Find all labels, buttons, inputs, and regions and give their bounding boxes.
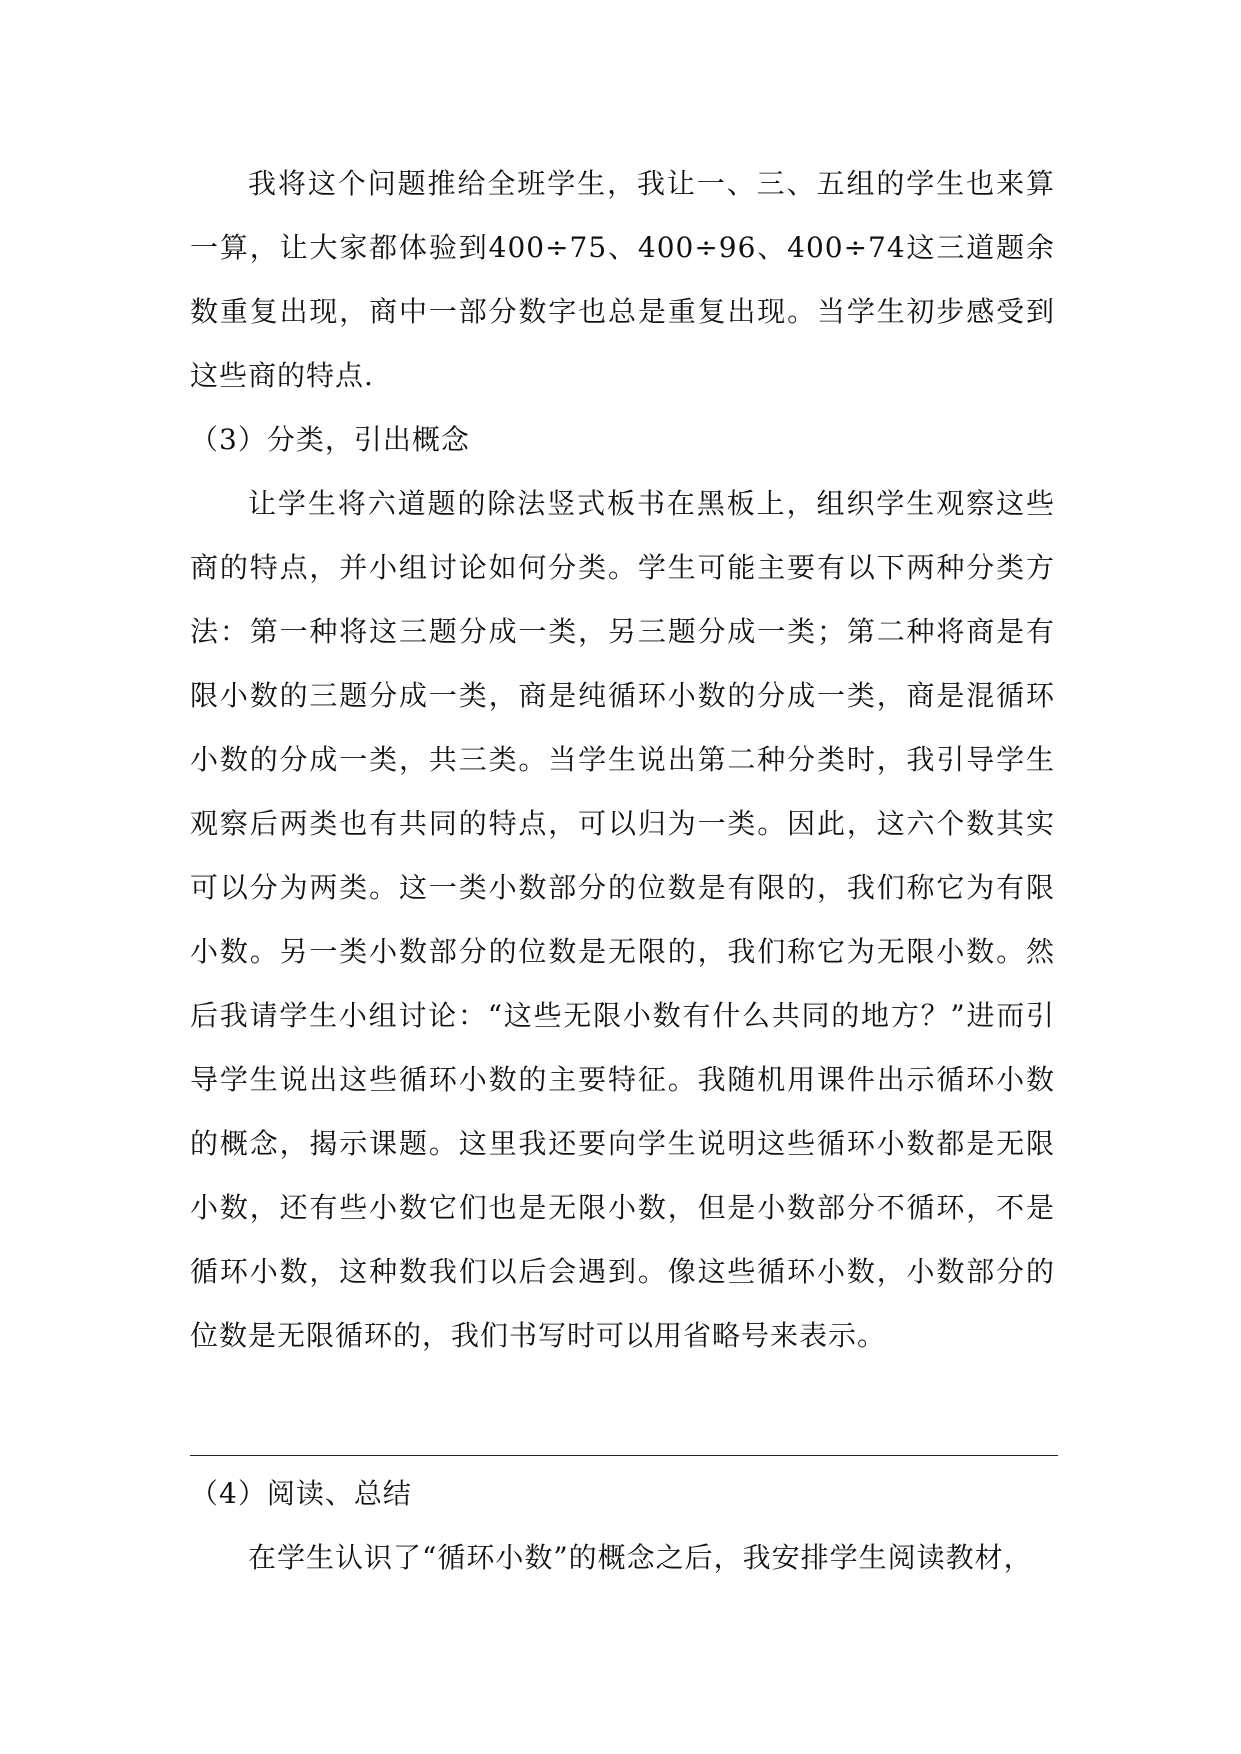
paragraph-reading-textbook: 在学生认识了“循环小数”的概念之后，我安排学生阅读教材， [248, 1541, 1033, 1574]
section-heading-classify: （3）分类，引出概念 [190, 423, 470, 456]
next-section [190, 1462, 1055, 1590]
paragraph-classification-concept: 让学生将六道题的除法竖式板书在黑板上，组织学生观察这些商的特点，并小组讨论如何分类。学生可能主要有以下两种分类方法：第一种将这三题分成一类，另三题分成一类；第二种将商是有限小数的三题分成一类，商是纯循环小数的分成一类，商是混循环小数的分成一类，共三类。当学生说出第二种分类时，我引导学生观察后两类也有共同的特点，可以归为一类。因此，这六个数其实可以分为两类。这一类小数部分的位数是有限的，我们称它为有限小数。另一类小数部分的位数是无限的，我们称它为无限小数。然后我请学生小组讨论：“这些无限小数有什么共同的地方？”进而引导学生说出这些循环小数的主要特征。我随机用课件出示循环小数的概念，揭示课题。这里我还要向学生说明这些循环小数都是无限小数，还有些小数它们也是无限小数，但是小数部分不循环，不是循环小数，这种数我们以后会遇到。像这些循环小数，小数部分的位数是无限循环的，我们书写时可以用省略号来表示。 [190, 487, 1055, 1352]
main-text-section [190, 152, 1055, 1368]
section-heading-read-summarize: （4）阅读、总结 [190, 1477, 412, 1510]
paragraph-remainder-experiment: 我将这个问题推给全班学生，我让一、三、五组的学生也来算一算，让大家都体验到400÷75、400÷96、400÷74这三道题余数重复出现，商中一部分数字也总是重复出现。当学生初步感受到这些商的特点. [190, 167, 1055, 392]
page-divider-line [190, 1455, 1058, 1456]
